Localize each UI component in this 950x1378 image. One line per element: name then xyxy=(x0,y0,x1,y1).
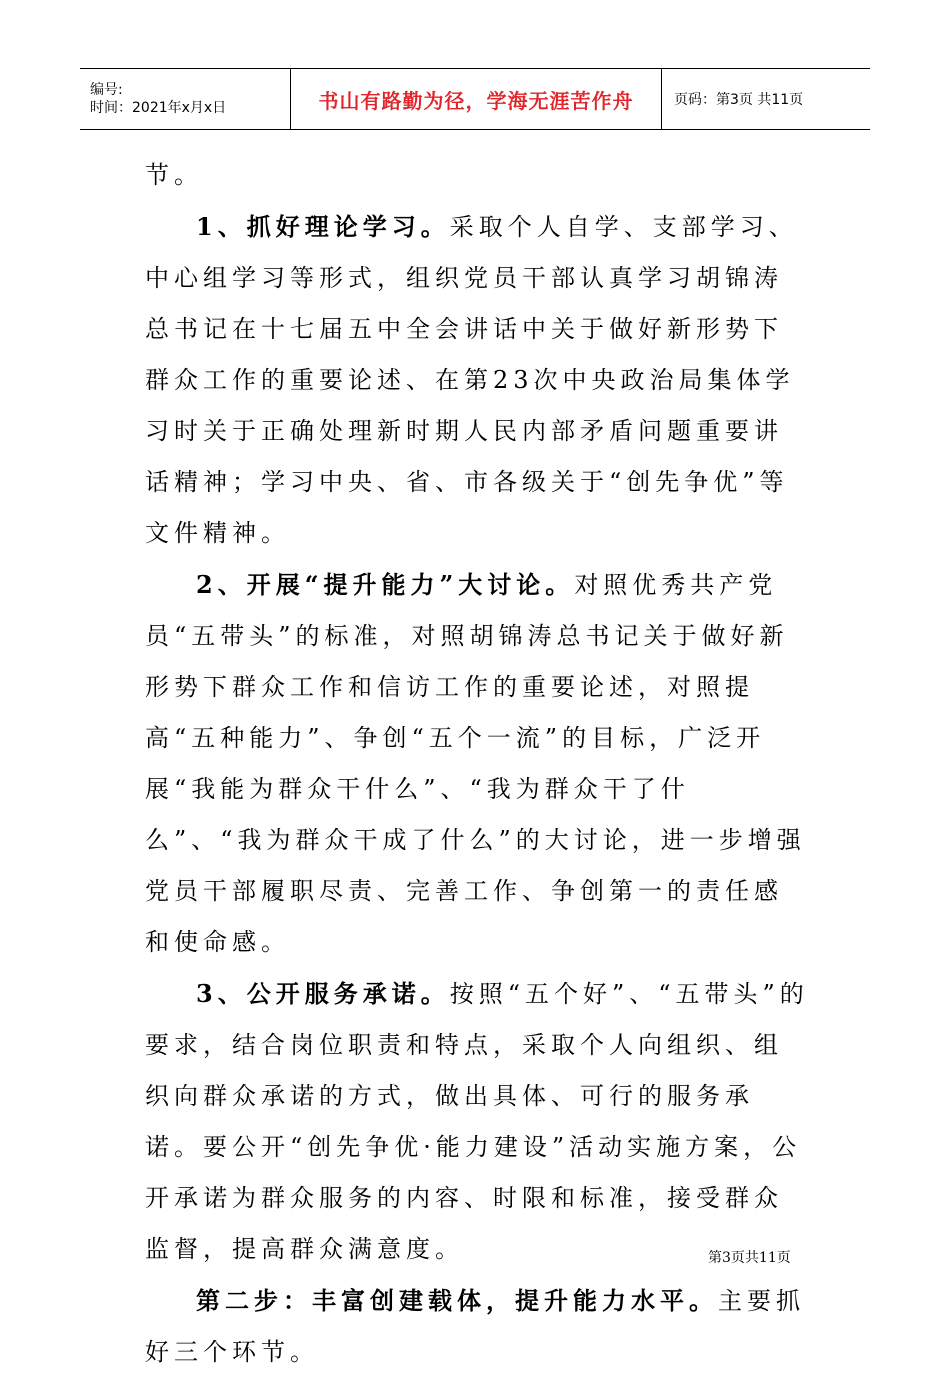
doc-time-label: 时间：2021年x月x日 xyxy=(90,100,227,116)
paragraph-continuation xyxy=(145,150,809,201)
paragraph-heading: 第二步：丰富创建载体，提升能力水平。 xyxy=(196,1286,718,1315)
paragraph-service-commitment xyxy=(145,968,809,1275)
document-body xyxy=(145,150,809,1378)
paragraph-text: 节。 xyxy=(145,161,203,189)
paragraph-heading: 1、抓好理论学习。 xyxy=(196,212,450,241)
header-motto: 书山有路勤为径，学海无涯苦作舟 xyxy=(318,88,634,113)
paragraph-theory-study xyxy=(145,201,809,559)
paragraph-heading: 2、开展“提升能力”大讨论。 xyxy=(196,570,575,599)
paragraph-discussion xyxy=(145,559,809,968)
paragraph-heading: 3、公开服务承诺。 xyxy=(196,979,450,1008)
page-header xyxy=(80,68,870,130)
paragraph-step-two xyxy=(145,1275,809,1378)
paragraph-text: 按照“五个好”、“五带头”的要求，结合岗位职责和特点，采取个人向组织、组织向群众承诺的方式，做出具体、可行的服务承诺。要公开“创先争优·能力建设”活动实施方案，公开承诺为群众服务的内容、时限和标准，接受群众监督，提高群众满意度。 xyxy=(145,980,809,1263)
doc-code-label: 编号: xyxy=(90,82,123,98)
paragraph-text: 采取个人自学、支部学习、中心组学习等形式，组织党员干部认真学习胡锦涛总书记在十七届五中全会讲话中关于做好新形势下群众工作的重要论述、在第23次中央政治局集体学习时关于正确处理新时期人民内部矛盾问题重要讲话精神；学习中央、省、市各级关于“创先争优”等文件精神。 xyxy=(145,213,798,547)
header-motto-cell xyxy=(290,69,662,129)
page-footer: 第3页共11页 xyxy=(708,1250,791,1266)
paragraph-text: 对照优秀共产党员“五带头”的标准，对照胡锦涛总书记关于做好新形势下群众工作和信访工作的重要论述，对照提高“五种能力”、争创“五个一流”的目标，广泛开展“我能为群众干什么”、“我为群众干了什么”、“我为群众干成了什么”的大讨论，进一步增强党员干部履职尽责、完善工作、争创第一的责任感和使命感。 xyxy=(145,571,806,956)
header-meta xyxy=(80,69,290,129)
paragraph-text: 主要抓好三个环节。 xyxy=(145,1287,805,1366)
header-page-info: 页码：第3页 共11页 xyxy=(674,92,804,108)
